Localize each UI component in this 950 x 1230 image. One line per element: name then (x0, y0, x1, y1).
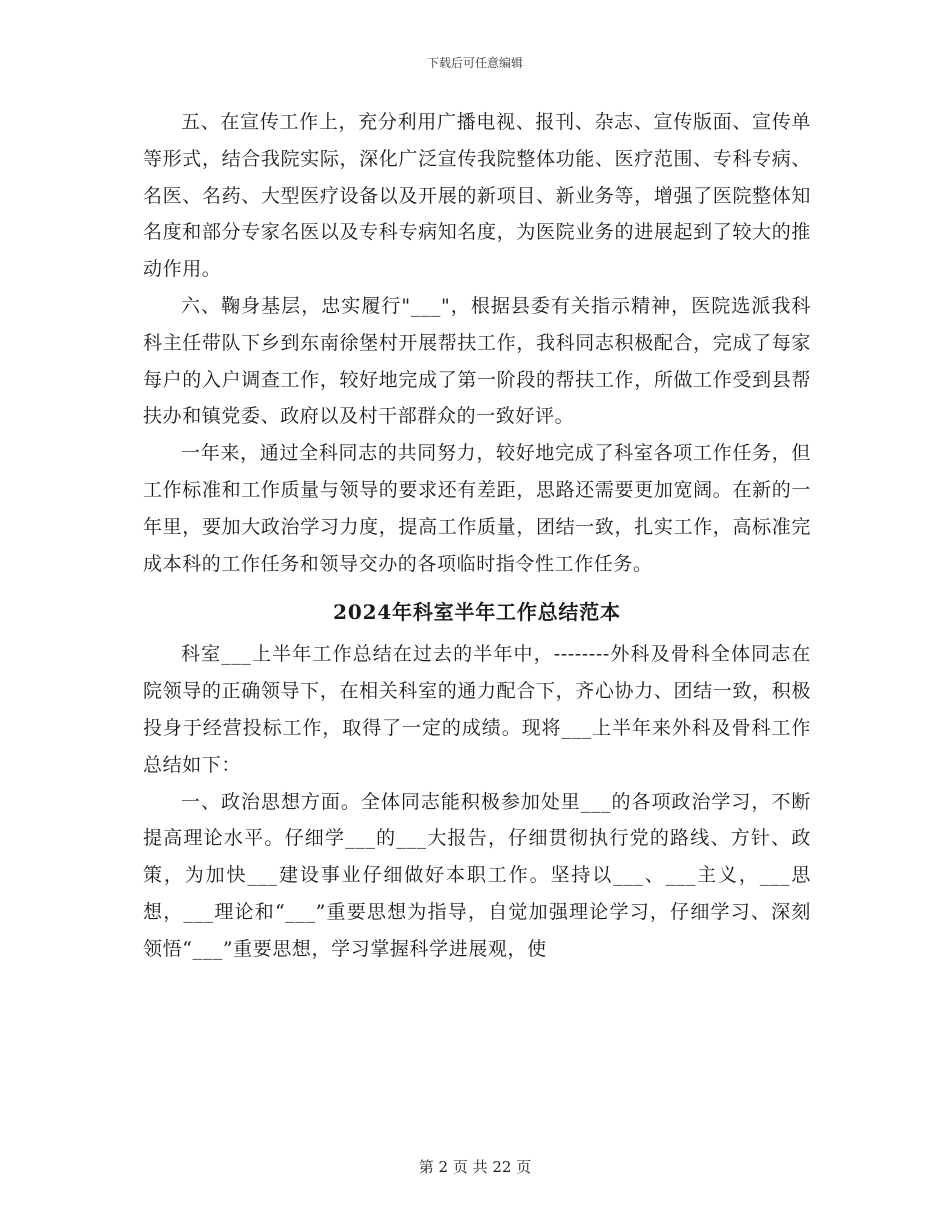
paragraph-publicity: 五、在宣传工作上，充分利用广播电视、报刊、杂志、宣传版面、宣传单等形式，结合我院实际，深化广泛宣传我院整体功能、医疗范围、专科专病、名医、名药、大型医疗设备以及开展的新项目、新业务等，增强了医院整体知名度和部分专家名医以及专科专病知名度，为医院业务的进展起到了较大的推动作用。 (143, 111, 811, 281)
document-body (143, 104, 811, 968)
paragraph-intro: 科室___上半年工作总结在过去的半年中，--------外科及骨科全体同志在院领导的正确领导下，在相关科室的通力配合下，齐心协力、团结一致，积极投身于经营投标工作，取得了一定的成绩。现将___上半年来外科及骨科工作总结如下： (143, 643, 811, 776)
document-title: 2024年科室半年工作总结范本 (333, 600, 621, 625)
paragraph-political-thought: 一、政治思想方面。全体同志能积极参加处里___的各项政治学习，不断提高理论水平。仔细学___的___大报告，仔细贯彻执行党的路线、方针、政策，为加快___建设事业仔细做好本职工作。坚持以___、___主义，___思想，___理论和“___”重要思想为指导，自觉加强理论学习，仔细学习、深刻领悟“___”重要思想，学习掌握科学进展观，使 (143, 790, 811, 960)
paragraph-grassroots-support: 六、鞠身基层，忠实履行"___"，根据县委有关指示精神，医院选派我科科主任带队下乡到东南徐堡村开展帮扶工作，我科同志积极配合，完成了每家每户的入户调查工作，较好地完成了第一阶段的帮扶工作，所做工作受到县帮扶办和镇党委、政府以及村干部群众的一致好评。 (143, 294, 811, 428)
paragraph-year-summary: 一年来，通过全科同志的共同努力，较好地完成了科室各项工作任务，但工作标准和工作质量与领导的要求还有差距，思路还需要更加宽阔。在新的一年里，要加大政治学习力度，提高工作质量，团结一致，扎实工作，高标准完成本科的工作任务和领导交办的各项临时指令性工作任务。 (143, 442, 811, 575)
page-footer: 第 2 页 共 22 页 (418, 1158, 532, 1176)
page-header: 下载后可任意编辑 (426, 56, 523, 70)
